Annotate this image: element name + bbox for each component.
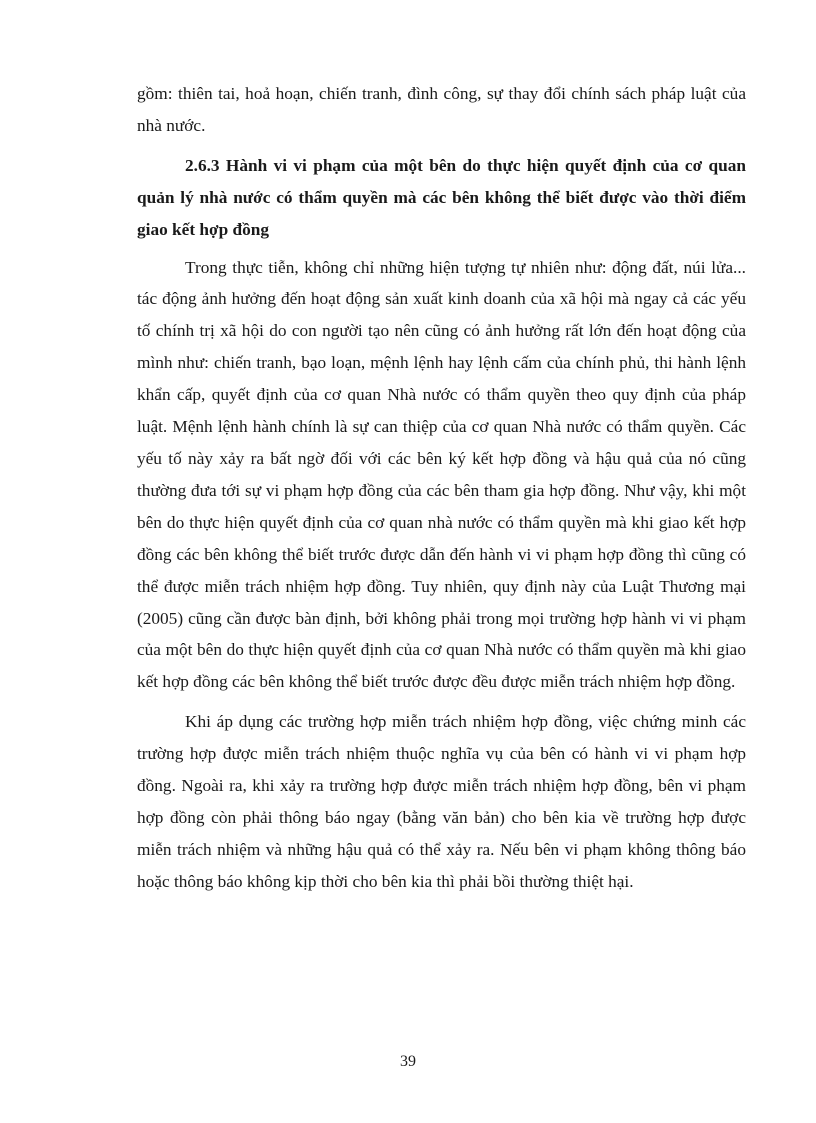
page-body — [137, 78, 746, 898]
page-number: 39 — [400, 1053, 416, 1070]
section-heading: 2.6.3 Hành vi vi phạm của một bên do thực hiện quyết định của cơ quan quản lý nhà nước có thẩm quyền mà các bên không thể biết được vào thời điểm giao kết hợp đồng — [137, 155, 746, 239]
continuation-paragraph: gồm: thiên tai, hoả hoạn, chiến tranh, đình công, sự thay đổi chính sách pháp luật của nhà nước. — [137, 84, 746, 135]
body-paragraph-1: Trong thực tiễn, không chỉ những hiện tượng tự nhiên như: động đất, núi lửa... tác động ảnh hưởng đến hoạt động sản xuất kinh doanh của xã hội mà ngay cả các yếu tố chính trị xã hội do con người tạo nên cũng có ảnh hưởng rất lớn đến hoạt động của mình như: chiến tranh, bạo loạn, mệnh lệnh hay lệnh cấm của chính phủ, thi hành lệnh khẩn cấp, quyết định của cơ quan Nhà nước có thẩm quyền theo quy định của pháp luật. Mệnh lệnh hành chính là sự can thiệp của cơ quan Nhà nước có thẩm quyền. Các yếu tố này xảy ra bất ngờ đối với các bên ký kết hợp đồng và hậu quả của nó cũng thường đưa tới sự vi phạm hợp đồng của các bên tham gia hợp đồng. Như vậy, khi một bên do thực hiện quyết định của cơ quan nhà nước có thẩm quyền mà khi giao kết hợp đồng các bên không thể biết trước được dẫn đến hành vi vi phạm hợp đồng thì cũng có thể được miễn trách nhiệm hợp đồng. Tuy nhiên, quy định này của Luật Thương mại (2005) cũng cần được bàn định, bởi không phải trong mọi trường hợp hành vi vi phạm của một bên do thực hiện quyết định của cơ quan Nhà nước có thẩm quyền mà khi giao kết hợp đồng các bên không thể biết trước được đều được miễn trách nhiệm hợp đồng. — [137, 257, 746, 692]
body-paragraph-2: Khi áp dụng các trường hợp miễn trách nhiệm hợp đồng, việc chứng minh các trường hợp được miễn trách nhiệm thuộc nghĩa vụ của bên có hành vi vi phạm hợp đồng. Ngoài ra, khi xảy ra trường hợp được miễn trách nhiệm hợp đồng, bên vi phạm hợp đồng còn phải thông báo ngay (bằng văn bản) cho bên kia về trường hợp được miễn trách nhiệm và những hậu quả có thể xảy ra. Nếu bên vi phạm không thông báo hoặc thông báo không kịp thời cho bên kia thì phải bồi thường thiệt hại. — [137, 712, 746, 891]
